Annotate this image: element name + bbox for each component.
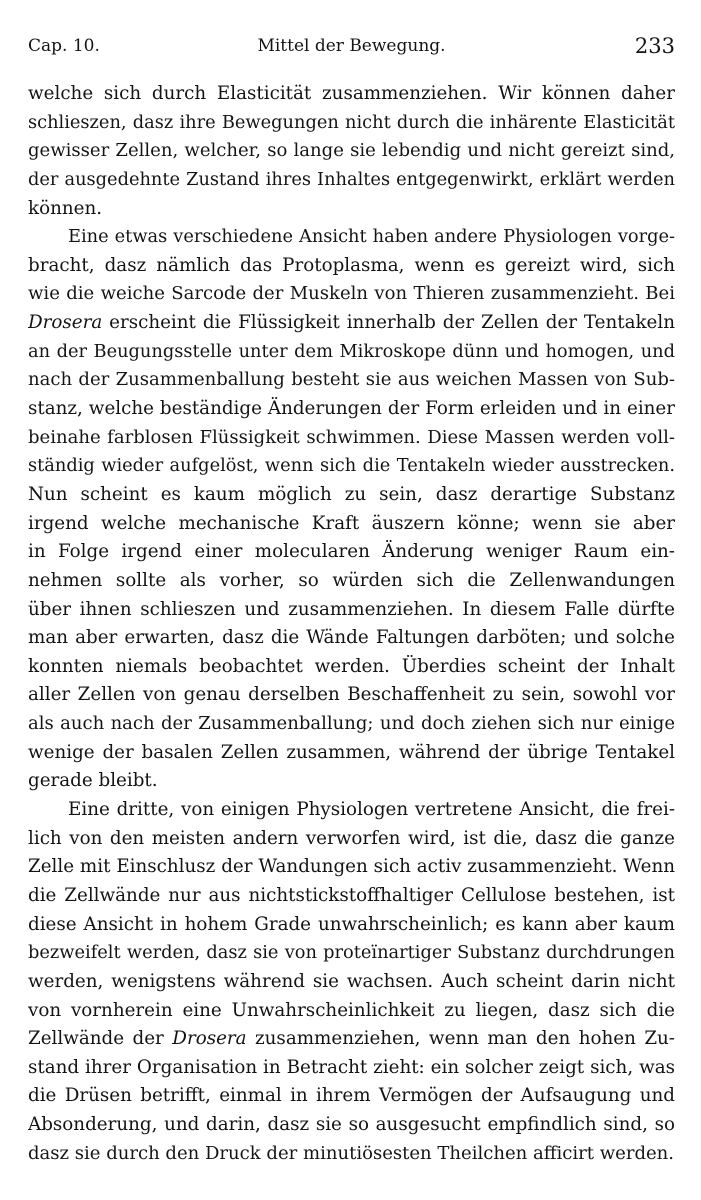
text-line — [28, 939, 675, 968]
text-run: wie die weiche Sarcode der Muskeln von Thieren zusammenzieht. Bei — [28, 283, 675, 305]
text-run: Zellwände der — [28, 1028, 173, 1050]
text-run: Eine etwas verschiedene Ansicht haben andere Physiologen vorge- — [68, 226, 675, 248]
text-line — [28, 882, 675, 911]
running-header — [28, 34, 675, 66]
text-run: diese Ansicht in hohem Grade unwahrscheinlich; es kann aber kaum — [28, 913, 675, 935]
text-run: erscheint die Flüssigkeit innerhalb der Zellen der Tentakeln — [102, 312, 675, 334]
body-text — [28, 80, 675, 1168]
text-line — [28, 309, 675, 338]
text-run: in Folge irgend einer molecularen Änderung weniger Raum ein- — [28, 541, 675, 563]
text-line — [28, 338, 675, 367]
text-line — [28, 653, 675, 682]
text-line — [28, 567, 675, 596]
text-line — [28, 624, 675, 653]
text-line — [28, 137, 675, 166]
page-number: 233 — [634, 34, 675, 58]
text-line — [28, 252, 675, 281]
text-line — [28, 424, 675, 453]
text-line — [28, 1111, 675, 1140]
text-line — [28, 1054, 675, 1083]
text-run: dasz sie durch den Druck der minutiösesten Theilchen afficirt werden. — [28, 1142, 675, 1164]
paragraph — [28, 223, 675, 796]
text-line — [28, 195, 675, 224]
text-line — [28, 596, 675, 625]
text-line — [28, 681, 675, 710]
text-line — [28, 80, 675, 109]
text-run: der ausgedehnte Zustand ihres Inhaltes entgegenwirkt, erklärt werden — [28, 168, 675, 190]
text-run: als auch nach der Zusammenballung; und doch ziehen sich nur einige — [28, 713, 675, 735]
text-line — [28, 223, 675, 252]
text-line — [28, 109, 675, 138]
text-run: die Drüsen betrifft, einmal in ihrem Vermögen der Aufsaugung und — [28, 1085, 675, 1107]
paragraph — [28, 80, 675, 223]
text-run: beinahe farblosen Flüssigkeit schwimmen. Diese Massen werden voll- — [28, 426, 675, 448]
text-run: Zelle mit Einschlusz der Wandungen sich activ zusammenzieht. Wenn — [28, 856, 675, 878]
italic-term: Drosera — [28, 312, 103, 334]
text-run: von vornherein eine Unwahrscheinlichkeit zu liegen, dasz sich die — [28, 999, 675, 1021]
text-run: die Zellwände nur aus nichtstickstoffhaltiger Cellulose bestehen, ist — [28, 884, 675, 906]
text-run: welche sich durch Elasticität zusammenziehen. Wir können daher — [28, 83, 675, 104]
text-run: stand ihrer Organisation in Betracht zieht: ein solcher zeigt sich, was — [28, 1056, 675, 1078]
text-run: irgend welche mechanische Kraft äuszern könne; wenn sie aber — [28, 512, 675, 534]
text-line — [28, 280, 675, 309]
text-line — [28, 825, 675, 854]
text-line — [28, 710, 675, 739]
text-run: wenige der basalen Zellen zusammen, während der übrige Tentakel — [28, 741, 675, 763]
text-run: gerade bleibt. — [28, 770, 158, 792]
italic-term: Drosera — [172, 1028, 247, 1050]
text-run: werden, wenigstens während sie wachsen. Auch scheint darin nicht — [28, 970, 675, 992]
text-run: Absonderung, und darin, dasz sie so ausgesucht empfindlich sind, so — [28, 1114, 675, 1136]
text-line — [28, 796, 675, 825]
text-line — [28, 510, 675, 539]
text-run: nehmen sollte als vorher, so würden sich die Zellenwandungen — [28, 569, 675, 591]
chapter-label: Cap. 10. — [28, 36, 100, 56]
paragraph — [28, 796, 675, 1168]
text-run: zusammenziehen, wenn man den hohen Zu- — [246, 1028, 675, 1050]
text-run: über ihnen schlieszen und zusammenziehen. In diesem Falle dürfte — [28, 598, 675, 620]
text-line — [28, 1025, 675, 1054]
text-run: lich von den meisten andern verworfen wird, ist die, dasz die ganze — [28, 827, 675, 849]
text-line — [28, 538, 675, 567]
text-run: nach der Zusammenballung besteht sie aus weichen Massen von Sub- — [28, 369, 675, 391]
text-line — [28, 739, 675, 768]
text-run: schlieszen, dasz ihre Bewegungen nicht durch die inhärente Elasticität — [28, 111, 675, 133]
text-line — [28, 395, 675, 424]
text-line — [28, 968, 675, 997]
running-title: Mittel der Bewegung. — [257, 36, 446, 56]
text-line — [28, 1140, 675, 1169]
text-run: ständig wieder aufgelöst, wenn sich die Tentakeln wieder ausstrecken. — [28, 455, 675, 477]
text-run: Eine dritte, von einigen Physiologen vertretene Ansicht, die frei- — [68, 799, 675, 821]
text-line — [28, 366, 675, 395]
text-line — [28, 911, 675, 940]
text-run: stanz, welche beständige Änderungen der Form erleiden und in einer — [28, 398, 675, 420]
text-line — [28, 481, 675, 510]
text-line — [28, 452, 675, 481]
text-run: an der Beugungsstelle unter dem Mikroskope dünn und homogen, und — [28, 340, 675, 362]
text-run: man aber erwarten, dasz die Wände Faltungen darböten; und solche — [28, 627, 675, 649]
text-line — [28, 853, 675, 882]
text-run: konnten niemals beobachtet werden. Überdies scheint der Inhalt — [28, 655, 675, 677]
text-run: können. — [28, 197, 103, 219]
text-run: bezweifelt werden, dasz sie von proteïnartiger Substanz durchdrungen — [28, 942, 675, 964]
text-run: aller Zellen von genau derselben Beschaffenheit zu sein, sowohl vor — [28, 684, 675, 706]
text-line — [28, 166, 675, 195]
text-run: gewisser Zellen, welcher, so lange sie lebendig und nicht gereizt sind, — [28, 140, 675, 162]
text-line — [28, 997, 675, 1026]
text-line — [28, 1082, 675, 1111]
text-run: Nun scheint es kaum möglich zu sein, dasz derartige Substanz — [28, 483, 675, 505]
text-line — [28, 767, 675, 796]
text-run: bracht, dasz nämlich das Protoplasma, wenn es gereizt wird, sich — [28, 254, 675, 276]
